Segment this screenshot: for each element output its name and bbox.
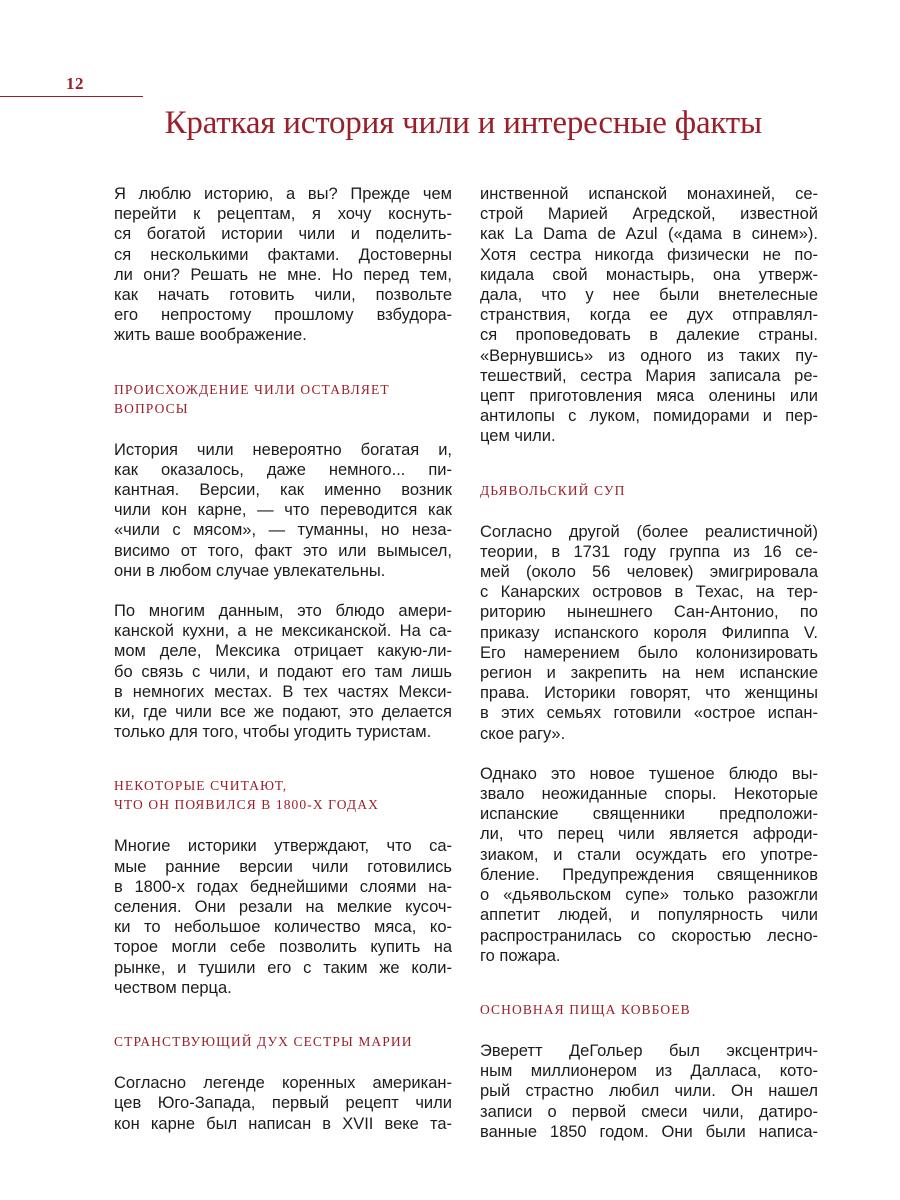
- section-heading-origin: [114, 380, 452, 418]
- text-line: они в любом случае увлекательны.: [114, 561, 386, 580]
- text-line: Хотя сестра никогда физически не по-: [480, 245, 818, 264]
- text-line: мей (около 56 человек) эмигрировала: [480, 563, 818, 582]
- heading-line: ВОПРОСЫ: [114, 400, 189, 416]
- heading-line: ДЬЯВОЛЬСКИЙ СУП: [480, 482, 626, 498]
- origin-paragraph-1: [114, 440, 452, 581]
- text-line: ки, где чили все же подают, это делается: [114, 703, 452, 722]
- text-line: с Канарских островов в Техас, на тер-: [480, 583, 818, 602]
- text-line: только для того, чтобы угодить туристам.: [114, 723, 432, 742]
- section-heading-1800s: [114, 776, 452, 814]
- text-line: селения. Они резали на мелкие кусоч-: [114, 898, 452, 917]
- text-line: ся несколькими фактами. Достоверны: [114, 245, 452, 264]
- text-line: рынке, и тушили его с таким же коли-: [114, 958, 452, 977]
- text-line: в этих семьях готовили «острое испан-: [480, 704, 818, 723]
- text-line: ли они? Решать не мне. Но перед тем,: [114, 265, 452, 284]
- text-line: о «дьявольском супе» только разожгли: [480, 886, 818, 905]
- header-rule: [0, 96, 143, 97]
- text-line: чили кон карне, — что переводится как: [114, 501, 452, 520]
- text-line: регион и закрепить на нем испанские: [480, 664, 818, 683]
- devil-soup-paragraph-1: [480, 522, 818, 744]
- text-line: цем чили.: [480, 427, 556, 446]
- text-line: дала, что у нее были внетелесные: [480, 286, 818, 305]
- text-line: записи о первой смеси чили, датиро-: [480, 1102, 818, 1121]
- text-line: рый страстно любил чили. Он нашел: [480, 1082, 818, 1101]
- text-line: висимо от того, факт это или вымысел,: [114, 541, 452, 560]
- text-line: жить ваше воображение.: [114, 326, 307, 345]
- text-line: ся богатой истории чили и поделить-: [114, 225, 452, 244]
- text-line: распространилась со скоростью лесно-: [480, 926, 818, 945]
- text-line: перейти к рецептам, я хочу коснуть-: [114, 205, 452, 224]
- origin-paragraph-2: [114, 601, 452, 742]
- text-line: История чили невероятно богатая и,: [114, 440, 452, 459]
- text-line: кидала свой монастырь, она утверж-: [480, 265, 818, 284]
- text-line: ки то небольшое количество мяса, ко-: [114, 918, 452, 937]
- text-line: Однако это новое тушеное блюдо вы-: [480, 764, 818, 783]
- text-line: как оказалось, даже немного... пи-: [114, 460, 452, 479]
- text-line: «Вернувшись» из одного из таких пу-: [480, 346, 818, 365]
- text-line: цев Юго-Запада, первый рецепт чили: [114, 1094, 452, 1113]
- text-line: торое могли себе позволить купить на: [114, 938, 452, 957]
- text-line: как La Dama de Azul («дама в синем»).: [480, 225, 818, 244]
- section-heading-cowboys: [480, 1000, 818, 1019]
- text-line: теории, в 1731 году группа из 16 се-: [480, 542, 818, 561]
- page-number: 12: [66, 74, 84, 93]
- right-column: [480, 184, 818, 1142]
- intro-paragraph: [114, 184, 452, 346]
- text-line: го пожара.: [480, 946, 561, 965]
- text-line: бление. Предупреждения священников: [480, 865, 818, 884]
- text-line: испанские священники предположи-: [480, 805, 818, 824]
- maria-continuation-paragraph: [480, 184, 818, 447]
- text-line: канской кухни, а не мексиканской. На са-: [114, 622, 452, 641]
- text-line: в немногих местах. В тех частях Мекси-: [114, 682, 452, 701]
- section-heading-maria: [114, 1032, 452, 1051]
- text-line: Я люблю историю, а вы? Прежде чем: [114, 185, 452, 203]
- page-title: Краткая история чили и интересные факты: [164, 105, 762, 141]
- left-column: [114, 184, 452, 1134]
- text-line: ванные 1850 годом. Они были написа-: [480, 1122, 818, 1141]
- text-line: мые ранние версии чили готовились: [114, 857, 452, 876]
- text-line: Согласно другой (более реалистичной): [480, 522, 818, 541]
- text-line: инственной испанской монахиней, се-: [480, 185, 818, 203]
- text-line: ли, что перец чили является афроди-: [480, 825, 818, 844]
- text-line: Многие историки утверждают, что са-: [114, 837, 452, 856]
- text-line: в 1800-х годах беднейшими слоями на-: [114, 877, 452, 896]
- text-line: антилопы с луком, помидорами и пер-: [480, 407, 818, 426]
- text-line: По многим данным, это блюдо амери-: [114, 602, 452, 621]
- text-line: чеством перца.: [114, 978, 232, 997]
- text-line: ся проповедовать в далекие страны.: [480, 326, 818, 345]
- text-line: Согласно легенде коренных американ-: [114, 1074, 452, 1093]
- text-line: права. Историки говорят, что женщины: [480, 684, 818, 703]
- text-line: Эверетт ДеГольер был эксцентрич-: [480, 1041, 818, 1060]
- text-line: ным миллионером из Далласа, кото-: [480, 1062, 818, 1081]
- text-line: строй Марией Агредской, известной: [480, 205, 818, 224]
- heading-line: НЕКОТОРЫЕ СЧИТАЮТ,: [114, 778, 288, 794]
- text-line: как начать готовить чили, позвольте: [114, 286, 452, 305]
- text-line: тешествий, сестра Мария записала ре-: [480, 366, 818, 385]
- heading-line: ЧТО ОН ПОЯВИЛСЯ В 1800-Х ГОДАХ: [114, 797, 379, 813]
- heading-line: СТРАНСТВУЮЩИЙ ДУХ СЕСТРЫ МАРИИ: [114, 1034, 413, 1050]
- text-line: зиаком, и стали осуждать его употре-: [480, 845, 818, 864]
- text-line: мом деле, Мексика отрицает какую-ли-: [114, 642, 452, 661]
- cowboys-paragraph: [480, 1041, 818, 1142]
- text-line: звало неожиданные споры. Некоторые: [480, 785, 818, 804]
- heading-line: ПРОИСХОЖДЕНИЕ ЧИЛИ ОСТАВЛЯЕТ: [114, 381, 390, 397]
- devil-soup-paragraph-2: [480, 764, 818, 966]
- text-line: кон карне был написан в XVII веке та-: [114, 1114, 452, 1133]
- text-line: риторию нынешнего Сан-Антонио, по: [480, 603, 818, 622]
- maria-paragraph: [114, 1073, 452, 1134]
- text-line: ское рагу».: [480, 724, 566, 743]
- text-line: приказу испанского короля Филиппа V.: [480, 623, 818, 642]
- heading-line: ОСНОВНАЯ ПИЩА КОВБОЕВ: [480, 1001, 691, 1017]
- text-line: «чили с мясом», — туманны, но неза-: [114, 521, 452, 540]
- text-line: Его намерением было колонизировать: [480, 643, 818, 662]
- text-line: бо связь с чили, и подают его там лишь: [114, 662, 452, 681]
- text-line: кантная. Версии, как именно возник: [114, 481, 452, 500]
- section-heading-devil-soup: [480, 481, 818, 500]
- 1800s-paragraph: [114, 836, 452, 998]
- text-line: цепт приготовления мяса оленины или: [480, 387, 818, 406]
- text-line: странствия, когда ее дух отправлял-: [480, 306, 818, 325]
- text-line: аппетит людей, и популярность чили: [480, 906, 818, 925]
- text-line: его непростому прошлому взбудора-: [114, 306, 452, 325]
